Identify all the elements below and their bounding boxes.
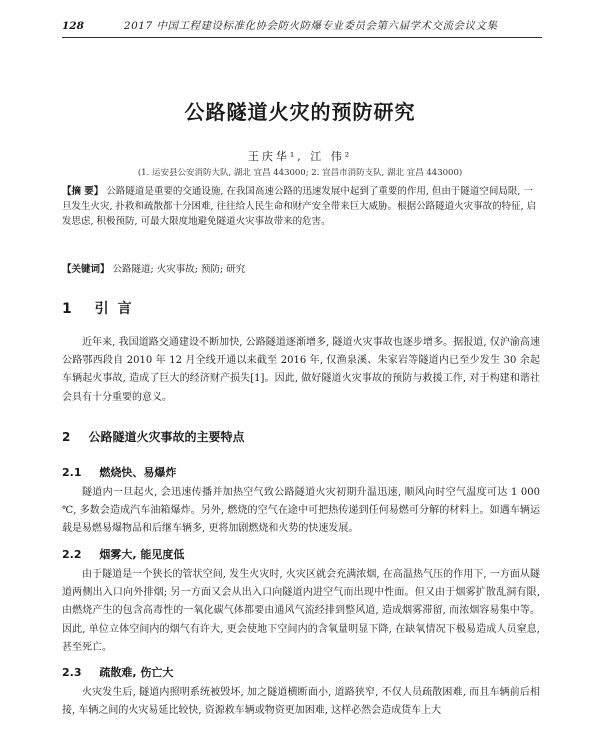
keywords bbox=[62, 262, 540, 277]
subsection-heading-2-1 bbox=[62, 464, 176, 480]
section-number: 2 bbox=[62, 430, 71, 444]
subsection-number: 2.2 bbox=[62, 548, 82, 561]
section-heading-features bbox=[62, 428, 245, 445]
section-heading-introduction bbox=[62, 298, 134, 318]
subsection-heading-2-3 bbox=[62, 664, 173, 680]
abstract-text: 公路隧道是重要的交通设施, 在我国高速公路的迅速发展中起到了重要的作用, 但由于隧道空间局限, 一旦发生火灾, 扑救和疏散都十分困难, 往往给人民生命和财产安全带来巨大威胁。根据公路隧道火灾事故的特征, 启发思虑, 积极预防, 可最大限度地避免隧道火灾事故带来的危害。 bbox=[62, 186, 537, 227]
subsection-title: 烟雾大, 能见度低 bbox=[99, 548, 185, 561]
paragraph-2-3: 火灾发生后, 隧道内照明系统被毁坏, 加之隧道横断面小, 道路狭窄, 不仅人员疏散困难, 而且车辆前后相接, 车辆之间的火灾易延比较快, 资源救车辆或物资更加困难, 这样必然会造成货车上大 bbox=[62, 687, 540, 717]
affiliation: (1. 运安县公安消防大队, 湖北 宜昌 443000; 2. 宜昌市消防支队, 湖北 宜昌 443000) bbox=[137, 168, 463, 178]
subsection-number: 2.3 bbox=[62, 666, 82, 679]
subsection-title: 疏散难, 伤亡大 bbox=[99, 666, 174, 679]
paragraph-2-1: 隧道内一旦起火, 会迅速传播并加热空气致公路隧道火灾初期升温迅速, 顺风向时空气温度可达 1 000 ℃, 多数会造成汽车油箱爆炸。另外, 燃烧的空气在途中可把热传递到任何易燃可分解的材料上。如遇车辆运载是易燃易爆物品和后继车辆多, 更将加剧燃烧和火势的快速发展。 bbox=[62, 487, 540, 535]
paragraph-2-2: 由于隧道是一个狭长的管状空间, 发生火灾时, 火灾区就会充满浓烟, 在高温热气压的作用下, 一方面从隧道两侧出入口向外排烟; 另一方面又会从出入口向隧道内进空气而出现中性面。但又由于烟雾扩散乱洞有限, 由燃烧产生的包含高毒性的一氧化碳气体都要由通风气流经排到整风道, 造成烟雾滞留, 而浓烟容易集中等。因此, 单位立体空间内的烟气有许大, 更会使地下空间内的含氧量明显下降, 在缺氧情况下极易造成人员窒息, 甚至死亡。 bbox=[62, 569, 540, 653]
paper-title: 公路隧道火灾的预防研究 bbox=[184, 100, 416, 124]
running-header bbox=[62, 18, 542, 38]
abstract bbox=[62, 184, 540, 229]
subsection-heading-2-2 bbox=[62, 546, 184, 562]
abstract-label: 【摘 要】 bbox=[62, 186, 104, 197]
section-number: 1 bbox=[62, 301, 74, 317]
running-title: 2017 中国工程建设标准化协会防火防爆专业委员会第六届学术交流会议文集 bbox=[123, 20, 498, 32]
section-title: 引 言 bbox=[94, 301, 134, 317]
keywords-text: 公路隧道; 火灾事故; 预防; 研究 bbox=[112, 264, 246, 275]
page-number: 128 bbox=[62, 20, 84, 32]
introduction-paragraph: 近年来, 我国道路交通建设不断加快, 公路隧道逐渐增多, 隧道火灾事故也逐步增多。据报道, 仅沪渝高速公路鄂西段自 2010 年 12 月全线开通以来截至 2016 年, 仅渔泉溪、朱家岩等隧道内已至少发生 30 余起车辆起火事故, 造成了巨大的经济财产损失[1]。因此, 做好隧道火灾事故的预防与救援工作, 对于构建和谐社会具有十分重要的意义。 bbox=[62, 337, 540, 403]
keywords-label: 【关键词】 bbox=[62, 264, 110, 275]
subsection-title: 燃烧快、易爆炸 bbox=[99, 466, 177, 479]
authors: 王庆华¹, 江 伟² bbox=[247, 150, 353, 163]
section-title: 公路隧道火灾事故的主要特点 bbox=[88, 430, 245, 444]
subsection-number: 2.1 bbox=[62, 466, 82, 479]
